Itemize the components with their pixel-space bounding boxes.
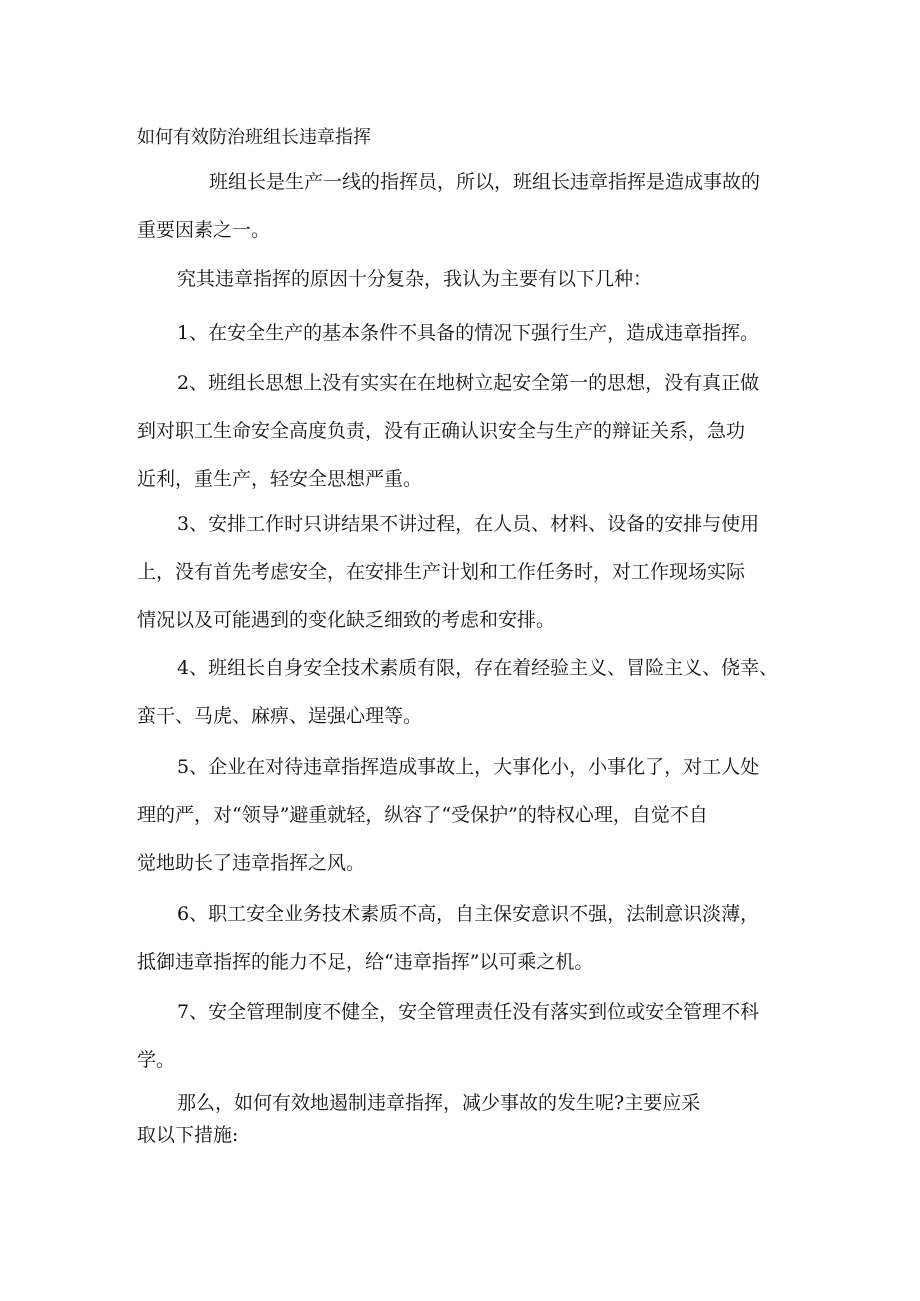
paragraph-line: 1、在安全生产的基本条件不具备的情况下强行生产，造成违章指挥。: [177, 322, 760, 344]
paragraph-cause-3: [137, 500, 801, 644]
paragraph-line: 抵御违章指挥的能力不足，给“违章指挥”以可乘之机。: [137, 951, 594, 973]
paragraph-cause-1: [137, 309, 801, 357]
paragraph-cause-6: [137, 890, 801, 986]
paragraph-line: 7、安全管理制度不健全，安全管理责任没有落实到位或安全管理不科: [177, 1001, 760, 1023]
paragraph-intro: [137, 158, 801, 254]
paragraph-line: 近利，重生产，轻安全思想严重。: [137, 468, 423, 490]
paragraph-cause-2: [137, 359, 801, 503]
paragraph-cause-4: [137, 644, 801, 740]
paragraph-line: 重要因素之一。: [137, 219, 271, 241]
paragraph-line: 蛮干、马虎、麻痹、逞强心理等。: [137, 705, 423, 727]
paragraph-line: 取以下措施:: [137, 1124, 239, 1146]
paragraph-line: 学。: [137, 1049, 176, 1071]
paragraph-line: 理的严，对“领导”避重就轻，纵容了“受保护”的特权心理，自觉不自: [137, 804, 708, 826]
paragraph-line: 到对职工生命安全高度负责，没有正确认识安全与生产的辩证关系，急功: [137, 420, 746, 442]
paragraph-line: 3、安排工作时只讲结果不讲过程，在人员、材料、设备的安排与使用: [177, 513, 760, 535]
paragraph-cause-7: [137, 988, 801, 1084]
paragraph-line: 觉地助长了违章指挥之风。: [137, 852, 366, 874]
paragraph-line: 4、班组长自身安全技术素质有限，存在着经验主义、冒险主义、侥幸、: [177, 657, 779, 679]
document-title: 如何有效防治班组长违章指挥: [137, 127, 371, 148]
paragraph-causes-lead: [137, 255, 801, 303]
paragraph-line: 班组长是生产一线的指挥员，所以，班组长违章指挥是造成事故的: [209, 171, 761, 193]
paragraph-line: 究其违章指挥的原因十分复杂，我认为主要有以下几种：: [177, 268, 653, 290]
paragraph-line: 上，没有首先考虑安全，在安排生产计划和工作任务时，对工作现场实际: [137, 561, 746, 583]
paragraph-line: 2、班组长思想上没有实实在在地树立起安全第一的思想，没有真正做: [177, 372, 760, 394]
paragraph-line: 5、企业在对待违章指挥造成事故上，大事化小，小事化了，对工人处: [177, 756, 760, 778]
paragraph-line: 情况以及可能遇到的变化缺乏细致的考虑和安排。: [137, 609, 556, 631]
paragraph-line: 6、职工安全业务技术素质不高，自主保安意识不强，法制意识淡薄，: [177, 903, 760, 925]
paragraph-cause-5: [137, 743, 801, 887]
paragraph-measures-lead: [137, 1087, 801, 1151]
paragraph-line: 那么，如何有效地遏制违章指挥，减少事故的发生呢?主要应采: [177, 1092, 701, 1114]
